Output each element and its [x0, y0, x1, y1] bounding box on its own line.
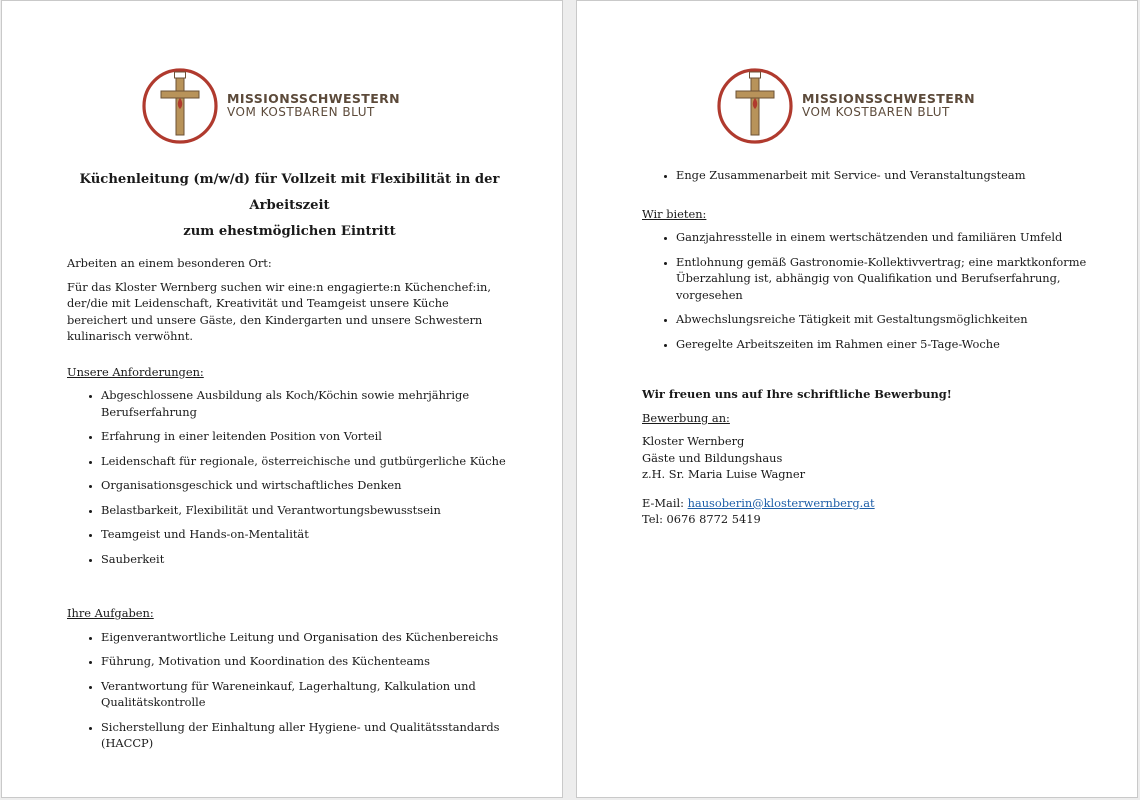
cross-seal-icon [141, 67, 219, 145]
list-item: • Belastbarkeit, Flexibilität und Verantwortungsbewusstsein [101, 502, 512, 519]
tasks-list-continued [642, 167, 1087, 184]
job-title-line-1: Küchenleitung (m/w/d) für Vollzeit mit Flexibilität in der Arbeitszeit [79, 172, 500, 213]
logo [141, 67, 400, 145]
list-item: • Sicherstellung der Einhaltung aller Hygiene- und Qualitätsstandards (HACCP) [101, 719, 512, 752]
list-item: • Verantwortung für Wareneinkauf, Lagerhaltung, Kalkulation und Qualitätskontrolle [101, 678, 512, 711]
list-item: • Eigenverantwortliche Leitung und Organisation des Küchenbereichs [101, 629, 512, 646]
email-line [642, 495, 1087, 512]
list-item: • Entlohnung gemäß Gastronomie-Kollektivvertrag; eine marktkonforme Überzahlung ist, abhängig von Qualifikation und Berufserfahrung, vorgesehen [676, 254, 1087, 304]
email-label: E-Mail: [642, 495, 688, 510]
requirements-list [67, 387, 512, 567]
address-block [642, 433, 1087, 483]
phone-line: Tel: 0676 8772 5419 [642, 512, 761, 526]
list-item: • Erfahrung in einer leitenden Position von Vorteil [101, 428, 512, 445]
page-2-content [642, 167, 1087, 528]
page-1-content [67, 167, 512, 760]
list-item: • Sauberkeit [101, 551, 512, 568]
list-item: • Leidenschaft für regionale, österreichische und gutbürgerliche Küche [101, 453, 512, 470]
cross-seal-icon [716, 67, 794, 145]
intro-text: Für das Kloster Wernberg suchen wir eine:n engagierte:n Küchenchef:in, der/die mit Leidenschaft, Kreativität und Teamgeist unsere Küche bereichert und unsere Gäste, den Kindergarten und unsere Schwestern kulinarisch verwöhnt. [67, 279, 491, 343]
list-item: • Ganzjahresstelle in einem wertschätzenden und familiären Umfeld [676, 229, 1087, 246]
list-item: • Organisationsgeschick und wirtschaftliches Denken [101, 477, 512, 494]
offer-list [642, 229, 1087, 352]
list-item: • Führung, Motivation und Koordination des Küchenteams [101, 653, 512, 670]
list-item: • Abwechslungsreiche Tätigkeit mit Gestaltungsmöglichkeiten [676, 311, 1087, 328]
logo-title: MISSIONSSCHWESTERN [802, 90, 976, 106]
requirements-heading: Unsere Anforderungen: [67, 364, 204, 379]
logo-title: MISSIONSSCHWESTERN [227, 90, 401, 106]
list-item: • Geregelte Arbeitszeiten im Rahmen einer 5-Tage-Woche [676, 336, 1087, 353]
address-line: z.H. Sr. Maria Luise Wagner [642, 467, 806, 481]
intro-label: Arbeiten an einem besonderen Ort: [67, 256, 272, 270]
logo-subtitle: VOM KOSTBAREN BLUT [227, 105, 375, 120]
tasks-heading: Ihre Aufgaben: [67, 606, 154, 620]
document-page-2 [576, 0, 1138, 798]
job-title [57, 167, 522, 245]
list-item: • Teamgeist und Hands-on-Mentalität [101, 526, 512, 543]
logo-subtitle: VOM KOSTBAREN BLUT [802, 105, 950, 120]
apply-heading: Bewerbung an: [642, 410, 730, 425]
tasks-list [67, 629, 512, 752]
logo [716, 67, 975, 145]
job-title-line-2: zum ehestmöglichen Eintritt [183, 224, 396, 239]
offer-heading: Wir bieten: [642, 206, 707, 221]
address-line: Gäste und Bildungshaus [642, 450, 783, 465]
list-item: • Abgeschlossene Ausbildung als Koch/Köchin sowie mehrjährige Berufserfahrung [101, 387, 512, 420]
address-line: Kloster Wernberg [642, 434, 745, 448]
list-item: • Enge Zusammenarbeit mit Service- und Veranstaltungsteam [676, 167, 1087, 184]
closing-statement: Wir freuen uns auf Ihre schriftliche Bewerbung! [642, 387, 952, 401]
email-link[interactable]: hausoberin@klosterwernberg.at [687, 495, 875, 510]
document-page-1 [1, 0, 563, 798]
